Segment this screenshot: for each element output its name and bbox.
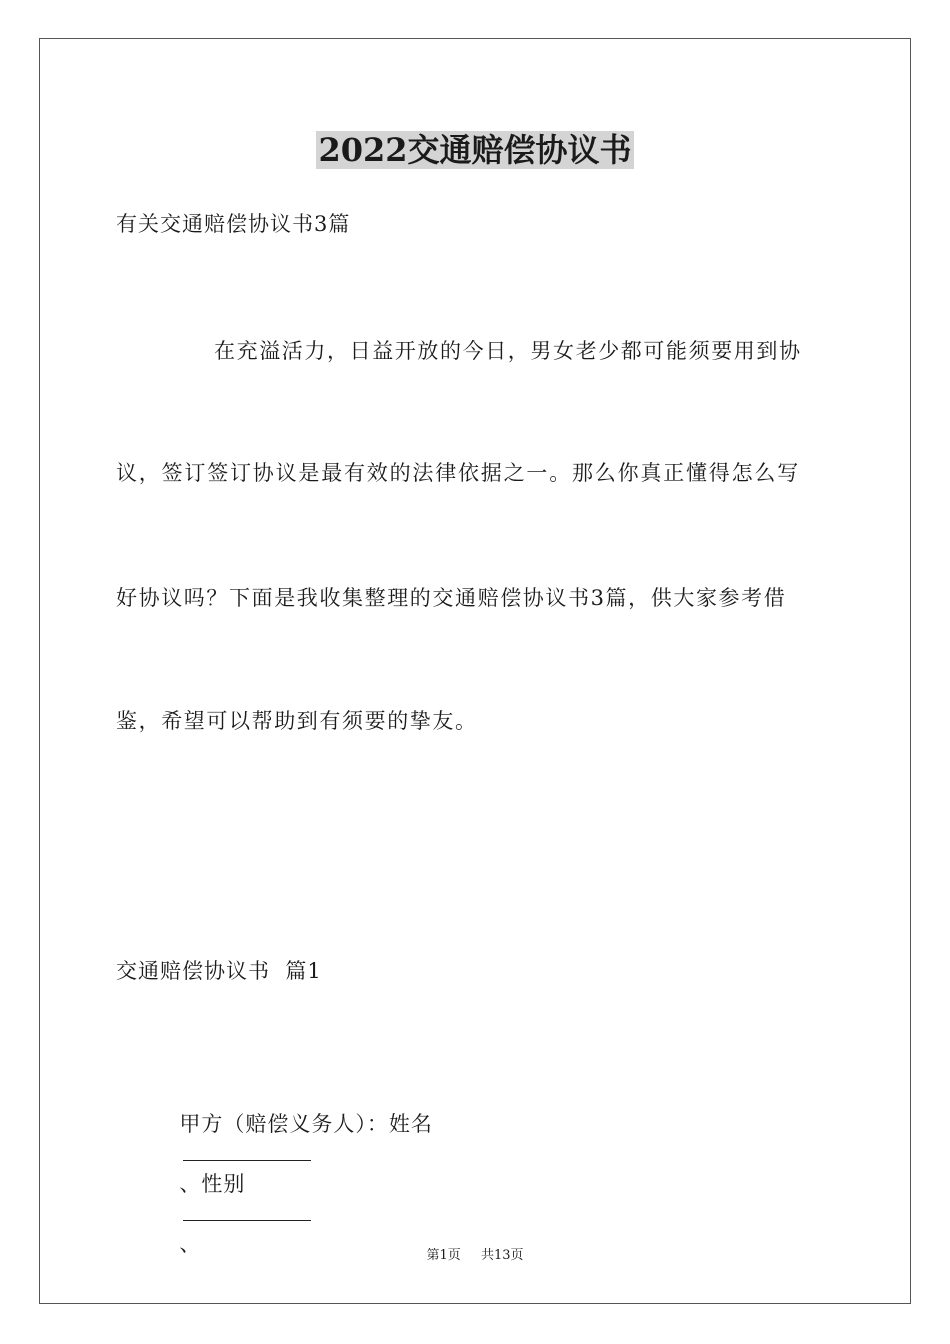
party-a-name-label: 甲方（赔偿义务人）：姓名 [179,1112,433,1136]
page-total: 共13页 [480,1248,524,1263]
intro-paragraph-line-3: 好协议吗？下面是我收集整理的交通赔偿协议书3篇，供大家参考借 [116,586,787,610]
document-title [0,128,950,172]
party-a-gender-label: 、性别 [179,1172,246,1196]
intro-paragraph-line-2: 议，签订签订协议是最有效的法律依据之一。那么你真正懂得怎么写 [116,461,800,485]
intro-paragraph-line-1: 在充溢活力，日益开放的今日，男女老少都可能须要用到协 [214,339,802,363]
page-number: 第1页 [426,1248,461,1263]
document-subtitle: 有关交通赔偿协议书3篇 [116,212,351,236]
page-footer [0,1246,950,1266]
document-title-text: 2022交通赔偿协议书 [318,131,632,169]
section-heading: 交通赔偿协议书 篇1 [116,959,322,983]
intro-paragraph-line-4: 鉴，希望可以帮助到有须要的挚友。 [116,709,478,733]
party-a-gender-blank [183,1200,311,1221]
party-a-line [164,1079,433,1259]
party-a-line-tail: 、 [179,1232,202,1256]
party-a-name-blank [183,1140,311,1161]
